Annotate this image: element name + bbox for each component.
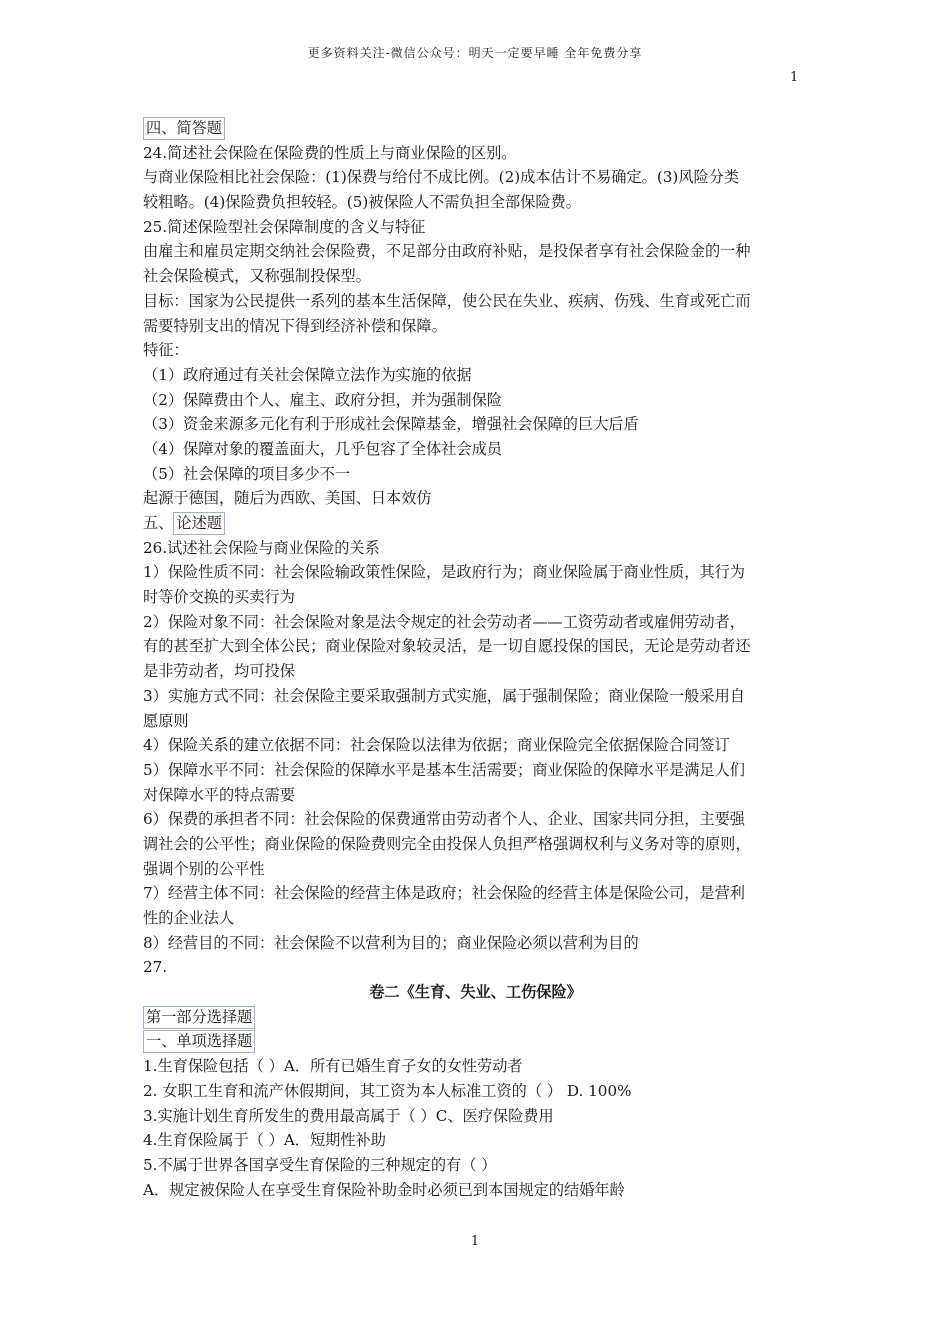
text-line: 24.简述社会保险在保险费的性质上与商业保险的区别。: [143, 143, 517, 162]
text-line: 对保障水平的特点需要: [143, 785, 295, 804]
text-line: 3.实施计划生育所发生的费用最高属于（ ）C、医疗保险费用: [143, 1106, 554, 1125]
text-line: 27.: [143, 958, 168, 977]
text-line: 目标：国家为公民提供一系列的基本生活保障，使公民在失业、疾病、伤残、生育或死亡而: [143, 291, 751, 310]
text-line: 起源于德国，随后为西欧、美国、日本效仿: [143, 489, 432, 508]
text-line: 需要特别支出的情况下得到经济补偿和保障。: [143, 316, 447, 335]
text-line: [143, 1005, 808, 1030]
text-line: 4.生育保险属于（ ）A．短期性补助: [143, 1131, 386, 1150]
text-line: （5）社会保障的项目多少不一: [143, 464, 351, 483]
document-body: [143, 116, 808, 1202]
text-line: 25.简述保险型社会保障制度的含义与特征: [143, 217, 426, 236]
text-line: 性的企业法人: [143, 909, 235, 927]
text-line: [143, 1029, 808, 1054]
text-line: （4）保障对象的覆盖面大，几乎包容了全体社会成员: [143, 439, 502, 458]
section-heading: 第一部分选择题: [143, 1006, 255, 1029]
text-line: 26.试述社会保险与商业保险的关系: [143, 538, 380, 557]
text-line: A．规定被保险人在享受生育保险补助金时必须已到本国规定的结婚年龄: [143, 1180, 625, 1199]
text-line: 1.生育保险包括（ ）A．所有已婚生育子女的女性劳动者: [143, 1057, 523, 1076]
text-line: 愿原则: [143, 711, 189, 730]
text-line: [143, 511, 808, 536]
text-line: 2）保险对象不同：社会保险对象是法令规定的社会劳动者——工资劳动者或雇佣劳动者，: [143, 612, 745, 631]
text-line: 2. 女职工生育和流产休假期间，其工资为本人标准工资的（ ） D. 100%: [143, 1081, 632, 1100]
text-line: [143, 116, 808, 141]
section-heading: 论述题: [173, 512, 225, 535]
page-number-top: 1: [790, 70, 799, 85]
text-line: 与商业保险相比社会保险：(1)保费与给付不成比例。(2)成本估计不易确定。(3)风险分类: [143, 168, 740, 187]
header-note: 更多资料关注-微信公众号：明天一定要早睡 全年免费分享: [307, 46, 643, 60]
section-heading: 一、单项选择题: [143, 1030, 255, 1053]
text-line: 特征：: [143, 341, 189, 360]
text-line: 调社会的公平性；商业保险的保险费则完全由投保人负担严格强调权利与义务对等的原则，: [143, 834, 751, 853]
text-line: 5.不属于世界各国享受生育保险的三种规定的有（ ）: [143, 1155, 497, 1174]
text-line: 由雇主和雇员定期交纳社会保险费，不足部分由政府补贴，是投保者享有社会保险金的一种: [143, 242, 751, 261]
text-line: 3）实施方式不同：社会保险主要采取强制方式实施，属于强制保险；商业保险一般采用自: [143, 686, 745, 705]
text-line: 时等价交换的买卖行为: [143, 588, 295, 607]
text-line: 社会保险模式，又称强制投保型。: [143, 267, 371, 286]
text-line: 4）保险关系的建立依据不同：社会保险以法律为依据；商业保险完全依据保险合同签订: [143, 736, 730, 755]
page-number-bottom: 1: [470, 1234, 480, 1249]
text-line: 较粗略。(4)保险费负担较轻。(5)被保险人不需负担全部保险费。: [143, 193, 581, 212]
text-line: 1）保险性质不同：社会保险输政策性保险，是政府行为；商业保险属于商业性质，其行为: [143, 563, 745, 582]
volume-title: 卷二《生育、失业、工伤保险》: [369, 983, 582, 1002]
text-line: （2）保障费由个人、雇主、政府分担，并为强制保险: [143, 390, 502, 409]
text-line: （3）资金来源多元化有利于形成社会保障基金，增强社会保障的巨大后盾: [143, 415, 639, 434]
text-line: 5）保障水平不同：社会保险的保障水平是基本生活需要；商业保险的保障水平是满足人们: [143, 760, 745, 779]
text-line: 强调个别的公平性: [143, 859, 265, 878]
section-heading: 四、简答题: [143, 117, 225, 140]
text-line: 6）保费的承担者不同：社会保险的保费通常由劳动者个人、企业、国家共同分担，主要强: [143, 810, 745, 829]
text-line: 8）经营目的不同：社会保险不以营利为目的；商业保险必须以营利为目的: [143, 933, 639, 952]
section-number: 五、: [143, 514, 174, 532]
text-line: 7）经营主体不同：社会保险的经营主体是政府；社会保险的经营主体是保险公司，是营利: [143, 884, 745, 903]
text-line: 是非劳动者，均可投保: [143, 662, 295, 681]
text-line: 有的甚至扩大到全体公民；商业保险对象较灵活，是一切自愿投保的国民，无论是劳动者还: [143, 637, 751, 656]
text-line: （1）政府通过有关社会保障立法作为实施的依据: [143, 365, 472, 384]
